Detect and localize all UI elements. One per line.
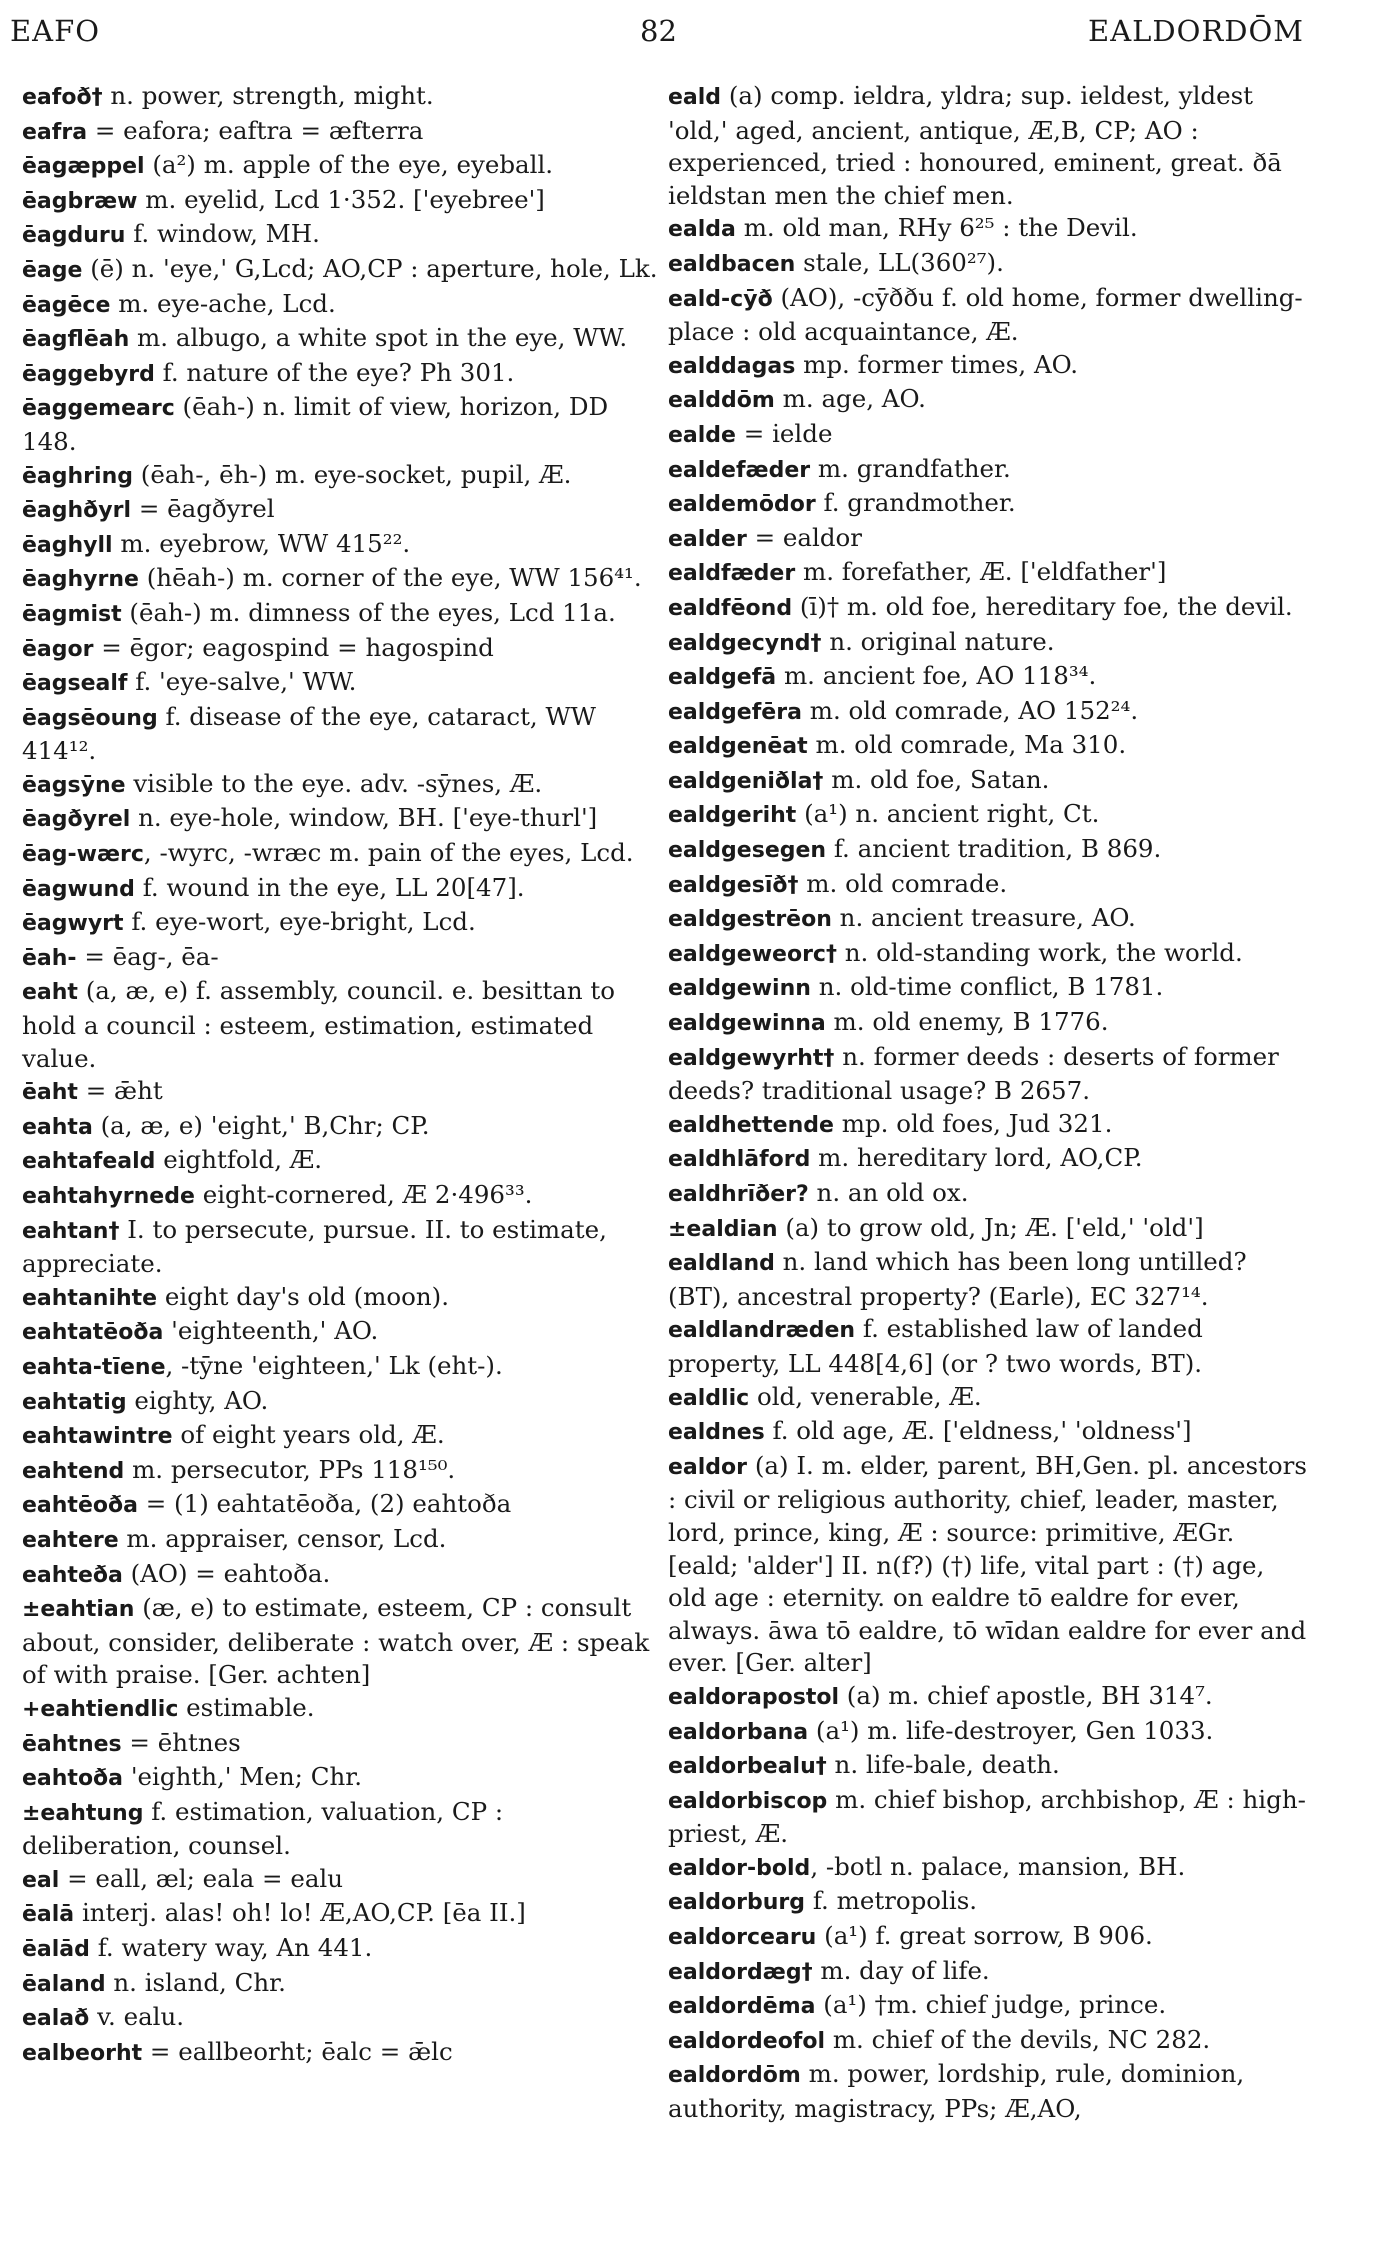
entry-headword: ealdorbiscop (668, 1788, 828, 1814)
entry-headword: ±eahtung (22, 1800, 144, 1826)
dictionary-entry (668, 1749, 1308, 1784)
dictionary-entry (22, 459, 662, 494)
entry-definition: m. grandfather. (810, 453, 1011, 483)
entry-headword: ealdhlāford (668, 1147, 811, 1173)
entry-headword: ealdor-bold (668, 1855, 811, 1881)
entry-definition: v. ealu. (89, 2002, 185, 2032)
entry-headword: ēaghðyrl (22, 498, 132, 524)
dictionary-entry (22, 80, 662, 115)
dictionary-entry (22, 184, 662, 219)
dictionary-entry (22, 597, 662, 632)
entry-headword: eafoð† (22, 85, 103, 110)
entry-headword: ēagor (22, 636, 94, 662)
entry-headword: eahtere (22, 1527, 119, 1553)
page-number: 82 (640, 14, 677, 48)
entry-headword: ealdorburg (668, 1890, 806, 1916)
dictionary-entry (668, 937, 1308, 972)
dictionary-entry (22, 906, 662, 941)
entry-headword: ēagmist (22, 601, 122, 627)
entry-headword: ēagēce (22, 292, 111, 318)
entry-definition: m. albugo, a white spot in the eye, WW. (129, 323, 628, 353)
dictionary-entry (22, 562, 662, 597)
dictionary-entry (22, 1281, 662, 1316)
entry-headword: eafra (22, 119, 88, 145)
dictionary-entry (22, 1897, 662, 1932)
entry-headword: eahteða (22, 1562, 123, 1588)
entry-headword: eahtatēoða (22, 1320, 164, 1346)
entry-headword: ealdlic (668, 1385, 750, 1411)
entry-definition: (a, æ, e) f. assembly, council. e. besittan to hold a council : esteem, estimation, estimated value. (22, 976, 615, 1073)
entry-headword: ealdgewyrht† (668, 1045, 835, 1071)
entry-definition: visible to the eye. adv. -sȳnes, Æ. (125, 768, 543, 798)
entry-headword: ealdgefā (668, 665, 777, 691)
dictionary-entry (22, 2036, 662, 2071)
entry-headword: ealdorbana (668, 1719, 809, 1745)
entry-headword: eahtoða (22, 1766, 124, 1792)
entry-definition: (a²) m. apple of the eye, eyeball. (144, 150, 554, 180)
dictionary-entry (668, 418, 1308, 453)
page-header (0, 8, 1379, 58)
entry-definition: (a¹) f. great sorrow, B 906. (816, 1921, 1153, 1951)
entry-definition: estimable. (178, 1692, 315, 1722)
entry-definition: f. metropolis. (805, 1886, 978, 1916)
entry-headword: ēagsēoung (22, 705, 158, 731)
dictionary-entry (668, 1246, 1308, 1313)
entry-definition: m. forefather, Æ. ['eldfather'] (795, 557, 1167, 587)
dictionary-entry (668, 487, 1308, 522)
entry-definition: f. wound in the eye, LL 20[47]. (134, 872, 525, 902)
dictionary-entry (22, 1592, 662, 1692)
dictionary-entry (668, 971, 1308, 1006)
entry-definition: 'eighth,' Men; Chr. (123, 1762, 363, 1792)
entry-headword: ēagduru (22, 223, 126, 249)
header-right-guideword: EALDORDŌM (1088, 14, 1304, 48)
entry-definition: m. age, AO. (774, 384, 926, 414)
dictionary-entry (22, 1692, 662, 1727)
entry-definition: (a, æ, e) 'eight,' B,Chr; CP. (92, 1110, 430, 1140)
dictionary-entry (668, 764, 1308, 799)
entry-headword: ēagbræw (22, 188, 138, 214)
entry-definition: n. land which has been long untilled? (BT), ancestral property? (Earle), EC 327¹⁴. (668, 1247, 1247, 1311)
entry-definition: = ēgor; eagospind = hagospind (93, 632, 494, 662)
dictionary-entry (22, 1761, 662, 1796)
dictionary-entry (22, 1932, 662, 1967)
dictionary-entry (668, 1212, 1308, 1247)
entry-headword: ealdordæg† (668, 1959, 813, 1985)
dictionary-entry (22, 1558, 662, 1593)
entry-definition: n. life-bale, death. (826, 1750, 1060, 1780)
entry-headword: ēalād (22, 1937, 90, 1963)
dictionary-entry (22, 701, 662, 768)
dictionary-entry (22, 322, 662, 357)
entry-headword: ēalā (22, 1902, 75, 1928)
entry-headword: eahtend (22, 1458, 125, 1484)
entry-definition: interj. alas! oh! lo! Æ,AO,CP. [ēa II.] (74, 1898, 526, 1928)
entry-headword: +eahtiendlic (22, 1696, 179, 1722)
right-column (668, 80, 1308, 2126)
dictionary-entry (22, 802, 662, 837)
entry-definition: f. old age, Æ. ['eldness,' 'oldness'] (764, 1416, 1192, 1446)
dictionary-entry (22, 1863, 662, 1898)
entry-definition: (a¹) †m. chief judge, prince. (815, 1990, 1167, 2020)
entry-definition: m. old enemy, B 1776. (825, 1007, 1109, 1037)
entry-definition: old, venerable, Æ. (749, 1381, 982, 1411)
dictionary-entry (22, 1419, 662, 1454)
dictionary-entry (668, 1313, 1308, 1380)
dictionary-entry (668, 1108, 1308, 1143)
dictionary-entry (22, 1967, 662, 2002)
entry-headword: ealdordēma (668, 1994, 816, 2020)
entry-headword: ēagflēah (22, 327, 130, 353)
entry-definition: = eallbeorht; ēalc = ǣlc (142, 2036, 453, 2066)
dictionary-entry (668, 1784, 1308, 1851)
dictionary-entry (668, 591, 1308, 626)
dictionary-entry (668, 383, 1308, 418)
dictionary-entry (668, 1006, 1308, 1041)
entry-definition: (ēah-, ēh-) m. eye-socket, pupil, Æ. (132, 459, 572, 489)
entry-definition: m. eyelid, Lcd 1·352. ['eyebree'] (137, 184, 545, 214)
entry-definition: (a¹) m. life-destroyer, Gen 1033. (808, 1715, 1214, 1745)
entry-headword: ealdgefēra (668, 699, 802, 725)
entry-definition: m. power, lordship, rule, dominion, authority, magistracy, PPs; Æ,AO, (668, 2059, 1245, 2124)
dictionary-entry (668, 1955, 1308, 1990)
dictionary-entry (668, 282, 1308, 349)
entry-definition: eight-cornered, Æ 2·496³³. (194, 1180, 533, 1209)
dictionary-entry (668, 1885, 1308, 1920)
entry-definition: m. day of life. (812, 1955, 990, 1985)
entry-headword: ealdgeweorc† (668, 941, 837, 967)
entry-definition: m. eyebrow, WW 415²². (112, 528, 411, 558)
entry-definition: (AO) = eahtoða. (122, 1558, 331, 1588)
entry-definition: = eafora; eaftra = æfterra (87, 115, 424, 145)
entry-headword: ēahtnes (22, 1731, 122, 1757)
dictionary-entry (22, 115, 662, 150)
entry-headword: ēag-wærc (22, 842, 144, 868)
dictionary-entry (668, 833, 1308, 868)
dictionary-entry (668, 2024, 1308, 2059)
entry-headword: ēagsȳne (22, 772, 126, 798)
dictionary-entry (22, 493, 662, 528)
entry-headword: ealdordōm (668, 2063, 801, 2089)
dictionary-entry (22, 632, 662, 667)
entry-definition: (hēah-) m. corner of the eye, WW 156⁴¹. (138, 563, 642, 593)
dictionary-entry (668, 695, 1308, 730)
entry-definition: (ēah-) n. limit of view, horizon, DD 148. (22, 392, 609, 456)
entry-definition: f. 'eye-salve,' WW. (127, 667, 357, 697)
dictionary-entry (22, 1488, 662, 1523)
entry-headword: eahtafeald (22, 1149, 156, 1175)
entry-definition: (ī)† m. old foe, hereditary foe, the devil. (792, 591, 1293, 621)
entry-definition: = ielde (735, 418, 833, 448)
entry-definition: = (1) eahtatēoða, (2) eahtoða (137, 1489, 512, 1519)
entry-headword: eal (22, 1867, 60, 1893)
entry-headword: ealdor (668, 1454, 748, 1480)
entry-headword: ealdorbealu† (668, 1754, 827, 1780)
dictionary-entry (22, 1315, 662, 1350)
entry-definition: n. former deeds : deserts of former deeds? traditional usage? B 2657. (668, 1041, 1279, 1106)
dictionary-entry (22, 1179, 662, 1214)
entry-headword: ealdorapostol (668, 1684, 839, 1710)
dictionary-entry (22, 253, 662, 288)
dictionary-entry (22, 1144, 662, 1179)
entry-headword: ealdemōdor (668, 492, 816, 518)
entry-definition: , -wyrc, -wræc m. pain of the eyes, Lcd. (143, 838, 634, 868)
entry-definition: , -tȳne 'eighteen,' Lk (eht-). (165, 1350, 503, 1380)
dictionary-entry (22, 357, 662, 392)
entry-headword: eahtan† (22, 1218, 120, 1244)
entry-definition: n. island, Chr. (105, 1967, 286, 1997)
entry-headword: eaht (22, 980, 78, 1006)
entry-headword: ealdbacen (668, 251, 796, 277)
dictionary-entry (668, 1415, 1308, 1450)
entry-definition: = ēag-, ēa- (76, 941, 219, 971)
entry-headword: eahtatig (22, 1389, 127, 1415)
entry-headword: eahtanihte (22, 1285, 158, 1311)
entry-definition: of eight years old, Æ. (172, 1420, 445, 1450)
entry-headword: ealdfēond (668, 595, 793, 621)
entry-headword: ±eahtian (22, 1597, 135, 1623)
entry-headword: eahtahyrnede (22, 1184, 195, 1209)
entry-definition: (a) I. m. elder, parent, BH,Gen. pl. ancestors : civil or religious authority, chief, leader, master, lord, prince, king, Æ : source: primitive, ÆGr. [eald; 'alder'] II. n(f?) (†) life, vital part : (†) age, old age : eternity. on ealdre tō ealdre for ever, always. āwa tō ealdre, tō wīdan ealdre for ever and ever. [Ger. alter] (668, 1450, 1307, 1678)
entry-definition: m. persecutor, PPs 118¹⁵⁰. (124, 1454, 456, 1484)
entry-headword: ēah- (22, 945, 77, 971)
dictionary-entry (668, 1041, 1308, 1108)
dictionary-entry (668, 1381, 1308, 1416)
dictionary-entry (22, 2001, 662, 2036)
entry-headword: ealdhettende (668, 1112, 834, 1138)
dictionary-entry (22, 872, 662, 907)
dictionary-entry (668, 80, 1308, 212)
entry-headword: ealdnes (668, 1420, 765, 1446)
entry-definition: f. watery way, An 441. (89, 1933, 373, 1963)
entry-headword: eald (668, 85, 722, 110)
dictionary-entry (668, 1920, 1308, 1955)
entry-headword: ēagwyrt (22, 911, 124, 937)
entry-headword: ealbeorht (22, 2040, 143, 2066)
entry-definition: n. an old ox. (808, 1178, 969, 1207)
entry-headword: eahta (22, 1114, 93, 1140)
entry-headword: ēaggemearc (22, 396, 175, 422)
entry-headword: eald-cȳð (668, 286, 773, 312)
entry-definition: m. old comrade. (798, 868, 1008, 898)
entry-headword: ±ealdian (668, 1216, 778, 1242)
entry-definition: = ēhtnes (121, 1727, 241, 1757)
dictionary-entry (668, 1177, 1308, 1212)
dictionary-entry (668, 1715, 1308, 1750)
entry-definition: = ēagðyrel (131, 494, 275, 524)
entry-headword: ēaggebyrd (22, 361, 155, 387)
dictionary-entry (668, 212, 1308, 247)
entry-definition: n. ancient treasure, AO. (831, 903, 1136, 933)
entry-definition: n. eye-hole, window, BH. ['eye-thurl'] (130, 803, 598, 833)
entry-headword: ēagæppel (22, 154, 145, 180)
entry-definition: m. hereditary lord, AO,CP. (810, 1143, 1143, 1173)
dictionary-entry (668, 349, 1308, 384)
entry-headword: ealda (668, 217, 736, 243)
entry-headword: ēaland (22, 1971, 106, 1997)
entry-headword: ealað (22, 2006, 90, 2032)
dictionary-entry (22, 218, 662, 253)
entry-definition: 'eighteenth,' AO. (163, 1316, 379, 1346)
entry-definition: m. old man, RHy 6²⁵ : the Devil. (735, 213, 1138, 243)
entry-headword: ealddōm (668, 388, 775, 414)
entry-definition: f. eye-wort, eye-bright, Lcd. (123, 907, 476, 937)
entry-definition: (a¹) n. ancient right, Ct. (796, 799, 1100, 829)
entry-definition: (a) m. chief apostle, BH 314⁷. (839, 1680, 1213, 1710)
entry-definition: (ē) n. 'eye,' G,Lcd; AO,CP : aperture, hole, Lk. (82, 253, 658, 283)
entry-headword: ēagðyrel (22, 807, 131, 833)
entry-headword: ealdlandræden (668, 1318, 856, 1344)
entry-headword: ealdefæder (668, 457, 811, 483)
entry-headword: ēagsealf (22, 671, 128, 697)
dictionary-entry (668, 453, 1308, 488)
entry-headword: ēagwund (22, 876, 135, 902)
dictionary-entry (668, 626, 1308, 661)
left-column (22, 80, 662, 2070)
entry-headword: ealdfæder (668, 561, 796, 587)
entry-definition: f. disease of the eye, cataract, WW 414¹². (22, 701, 596, 766)
entry-definition: stale, LL(360²⁷). (795, 247, 1004, 277)
entry-definition: f. estimation, valuation, CP : deliberation, counsel. (22, 1796, 504, 1861)
dictionary-entry (668, 2058, 1308, 2125)
entry-definition: mp. former times, AO. (795, 349, 1079, 379)
entry-definition: f. ancient tradition, B 869. (826, 834, 1162, 864)
entry-definition: m. ancient foe, AO 118³⁴. (776, 661, 1097, 691)
entry-definition: = eall, æl; eala = ealu (59, 1863, 344, 1893)
entry-definition: n. old-standing work, the world. (836, 937, 1243, 967)
dictionary-entry (22, 1214, 662, 1281)
entry-definition: (a) to grow old, Jn; Æ. ['eld,' 'old'] (777, 1212, 1204, 1242)
entry-headword: eahta-tīene (22, 1354, 166, 1380)
entry-definition: n. original nature. (821, 626, 1055, 656)
entry-definition: eight day's old (moon). (157, 1281, 450, 1311)
dictionary-entry (22, 1523, 662, 1558)
entry-definition: n. power, strength, might. (102, 81, 434, 110)
entry-headword: ealdgeniðla† (668, 768, 824, 794)
entry-headword: eahtawintre (22, 1424, 173, 1450)
dictionary-entry (668, 522, 1308, 557)
dictionary-entry (22, 666, 662, 701)
entry-headword: ealdhrīðer? (668, 1182, 809, 1207)
entry-definition: m. appraiser, censor, Lcd. (118, 1523, 447, 1553)
entry-definition: (a) comp. ieldra, yldra; sup. ieldest, yldest 'old,' aged, ancient, antique, Æ,B, CP; AO : experienced, tried : honoured, eminent, great. ðā ieldstan men the chief men. (668, 81, 1282, 210)
header-left-guideword: EAFO (10, 14, 101, 48)
dictionary-entry (22, 1796, 662, 1863)
entry-definition: eightfold, Æ. (155, 1145, 323, 1175)
entry-headword: ealdgewinna (668, 1011, 826, 1037)
entry-headword: ealdgewinn (668, 976, 811, 1002)
entry-headword: ēaghyll (22, 532, 113, 558)
dictionary-entry (22, 528, 662, 563)
dictionary-entry (668, 798, 1308, 833)
entry-headword: ealdgestrēon (668, 907, 832, 933)
entry-definition: m. old foe, Satan. (823, 764, 1050, 794)
dictionary-entry (668, 1450, 1308, 1680)
entry-definition: m. eye-ache, Lcd. (110, 288, 336, 318)
entry-definition: mp. old foes, Jud 321. (833, 1108, 1113, 1138)
entry-definition: m. old comrade, AO 152²⁴. (801, 695, 1139, 725)
entry-definition: n. old-time conflict, B 1781. (810, 972, 1164, 1002)
dictionary-entry (22, 149, 662, 184)
entry-definition: f. grandmother. (815, 488, 1016, 518)
entry-definition: m. chief bishop, archbishop, Æ : high-priest, Æ. (668, 1784, 1306, 1849)
dictionary-entry (668, 1989, 1308, 2024)
entry-headword: ēage (22, 257, 83, 283)
entry-definition: (æ, e) to estimate, esteem, CP : consult about, consider, deliberate : watch over, Æ : speak of with praise. [Ger. achten] (22, 1593, 650, 1690)
entry-definition: f. window, MH. (125, 219, 320, 249)
entry-headword: ealddagas (668, 353, 796, 379)
entry-headword: ēaghyrne (22, 567, 139, 593)
entry-definition: (ēah-) m. dimness of the eyes, Lcd 11a. (121, 597, 616, 627)
entry-headword: ealdgesīð† (668, 872, 799, 898)
entry-definition: = ealdor (746, 522, 863, 552)
entry-definition: eighty, AO. (126, 1385, 269, 1415)
dictionary-entry (668, 1851, 1308, 1886)
entry-definition: , -botl n. palace, mansion, BH. (810, 1851, 1186, 1881)
entry-headword: ealdgenēat (668, 734, 808, 760)
dictionary-entry (668, 729, 1308, 764)
dictionary-entry (22, 1727, 662, 1762)
dictionary-entry (22, 1454, 662, 1489)
entry-headword: eahtēoða (22, 1493, 138, 1519)
dictionary-entry (668, 247, 1308, 282)
dictionary-entry (668, 1142, 1308, 1177)
entry-definition: m. old comrade, Ma 310. (807, 730, 1127, 760)
dictionary-entry (668, 868, 1308, 903)
dictionary-entry (22, 1385, 662, 1420)
entry-definition: I. to persecute, pursue. II. to estimate, appreciate. (22, 1214, 607, 1279)
entry-definition: = ǣht (77, 1076, 163, 1106)
entry-definition: m. chief of the devils, NC 282. (825, 2024, 1211, 2054)
entry-definition: f. established law of landed property, LL 448[4,6] (or ? two words, BT). (668, 1314, 1203, 1378)
entry-headword: ealdordeofol (668, 2028, 826, 2054)
dictionary-entry (22, 975, 662, 1075)
entry-headword: ēaghring (22, 463, 133, 489)
dictionary-entry (668, 556, 1308, 591)
entry-headword: ealder (668, 526, 747, 552)
entry-headword: ealdland (668, 1251, 775, 1277)
entry-headword: ealdgesegen (668, 838, 827, 864)
entry-headword: ealde (668, 422, 736, 448)
entry-definition: f. nature of the eye? Ph 301. (154, 357, 515, 387)
entry-headword: ealdgecynd† (668, 630, 822, 656)
dictionary-entry (668, 1680, 1308, 1715)
entry-definition: (AO), -cȳððu f. old home, former dwelling-place : old acquaintance, Æ. (668, 282, 1303, 347)
entry-headword: ealdorcearu (668, 1925, 817, 1951)
dictionary-entry (22, 288, 662, 323)
dictionary-entry (668, 902, 1308, 937)
dictionary-entry (668, 660, 1308, 695)
dictionary-entry (22, 1075, 662, 1110)
dictionary-entry (22, 1350, 662, 1385)
dictionary-entry (22, 391, 662, 458)
dictionary-entry (22, 837, 662, 872)
entry-headword: ealdgeriht (668, 803, 797, 829)
dictionary-entry (22, 1110, 662, 1145)
dictionary-entry (22, 941, 662, 976)
entry-headword: ēaht (22, 1080, 78, 1106)
dictionary-entry (22, 768, 662, 803)
